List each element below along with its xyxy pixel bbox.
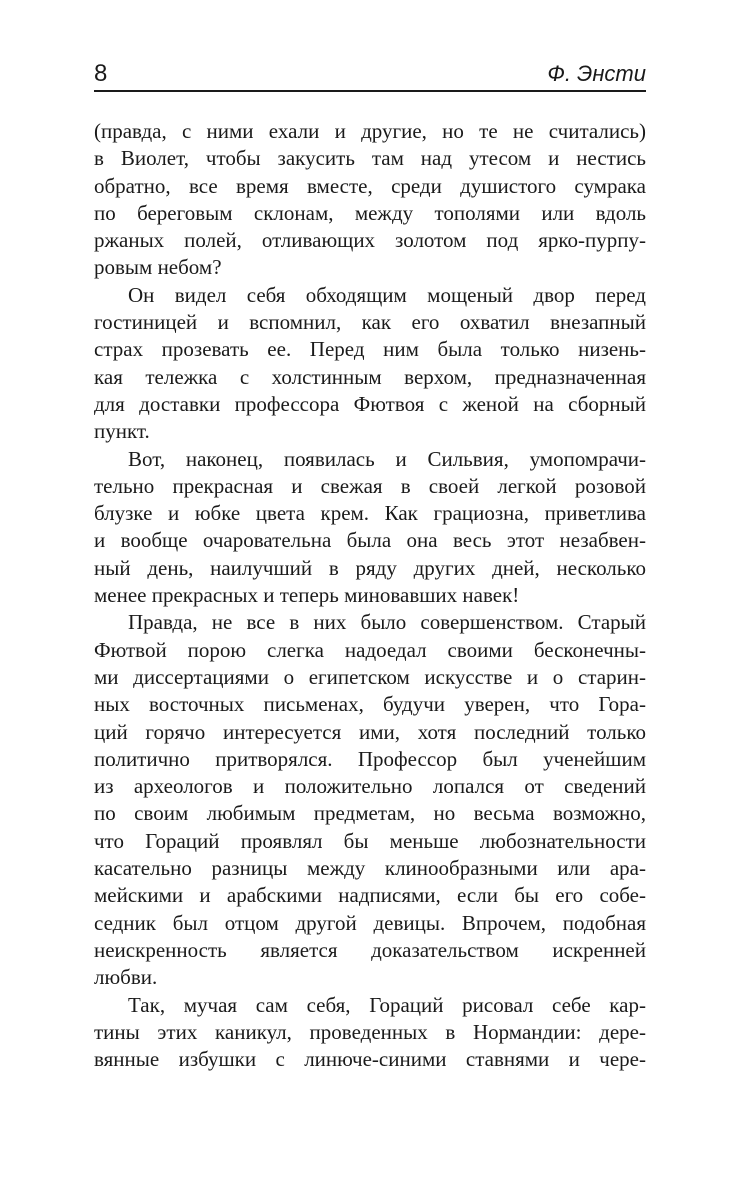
text-line: Вот, наконец, появилась и Сильвия, умопомрачи- (128, 446, 646, 471)
text-line: пункт. (94, 419, 150, 444)
paragraph (94, 118, 646, 282)
text-line: ровым небом? (94, 255, 222, 280)
paragraph (94, 446, 646, 610)
paragraph (94, 609, 646, 991)
text-line: ций горячо интересуется ими, хотя последний только (94, 719, 646, 744)
page-number: 8 (94, 60, 108, 87)
text-line: страх прозевать ее. Перед ним была только низень- (94, 337, 646, 362)
text-line: Правда, не все в них было совершенством. Старый (128, 610, 646, 635)
text-line: по береговым склонам, между тополями или вдоль (94, 200, 646, 225)
running-title: Ф. Энсти (547, 61, 646, 86)
text-line: Так, мучая сам себя, Гораций рисовал себе кар- (128, 992, 646, 1017)
text-line: ржаных полей, отливающих золотом под ярко-пурпу- (94, 228, 646, 253)
running-head (94, 56, 646, 92)
text-line: мейскими и арабскими надписями, если бы его собе- (94, 883, 646, 908)
text-line: Он видел себя обходящим мощеный двор перед (128, 282, 646, 307)
text-line: по своим любимым предметам, но весьма возможно, (94, 801, 646, 826)
text-line: что Гораций проявлял бы меньше любознательности (94, 828, 646, 853)
text-line: блузке и юбке цвета крем. Как грациозна, приветлива (94, 501, 646, 526)
book-page (94, 0, 646, 1181)
text-line: для доставки профессора Фютвоя с женой на сборный (94, 391, 646, 416)
text-line: седник был отцом другой девицы. Впрочем, подобная (94, 910, 646, 935)
text-line: гостиницей и вспомнил, как его охватил внезапный (94, 310, 646, 335)
text-line: вянные избушки с линюче-синими ставнями и чере- (94, 1047, 646, 1072)
paragraph (94, 992, 646, 1074)
paragraph (94, 282, 646, 446)
text-line: кая тележка с холстинным верхом, предназначенная (94, 364, 646, 389)
text-line: тины этих каникул, проведенных в Нормандии: дере- (94, 1019, 646, 1044)
text-line: из археологов и положительно лопался от сведений (94, 774, 646, 799)
text-line: обратно, все время вместе, среди душистого сумрака (94, 173, 646, 198)
text-line: любви. (94, 965, 158, 990)
text-line: тельно прекрасная и свежая в своей легкой розовой (94, 473, 646, 498)
text-line: ми диссертациями о египетском искусстве и о старин- (94, 664, 646, 689)
text-line: и вообще очаровательна была она весь этот незабвен- (94, 528, 646, 553)
text-body (94, 118, 646, 1073)
text-line: неискренность является доказательством искренней (94, 937, 646, 962)
text-line: касательно разницы между клинообразными или ара- (94, 856, 646, 881)
text-line: в Виолет, чтобы закусить там над утесом и нестись (94, 146, 646, 171)
text-line: ный день, наилучший в ряду других дней, несколько (94, 555, 646, 580)
text-line: Фютвой порою слегка надоедал своими бесконечны- (94, 637, 646, 662)
text-line: менее прекрасных и теперь миновавших навек! (94, 583, 520, 608)
text-line: политично притворялся. Профессор был ученейшим (94, 746, 646, 771)
text-line: (правда, с ними ехали и другие, но те не считались) (94, 119, 646, 143)
text-line: ных восточных письменах, будучи уверен, что Гора- (94, 692, 646, 717)
